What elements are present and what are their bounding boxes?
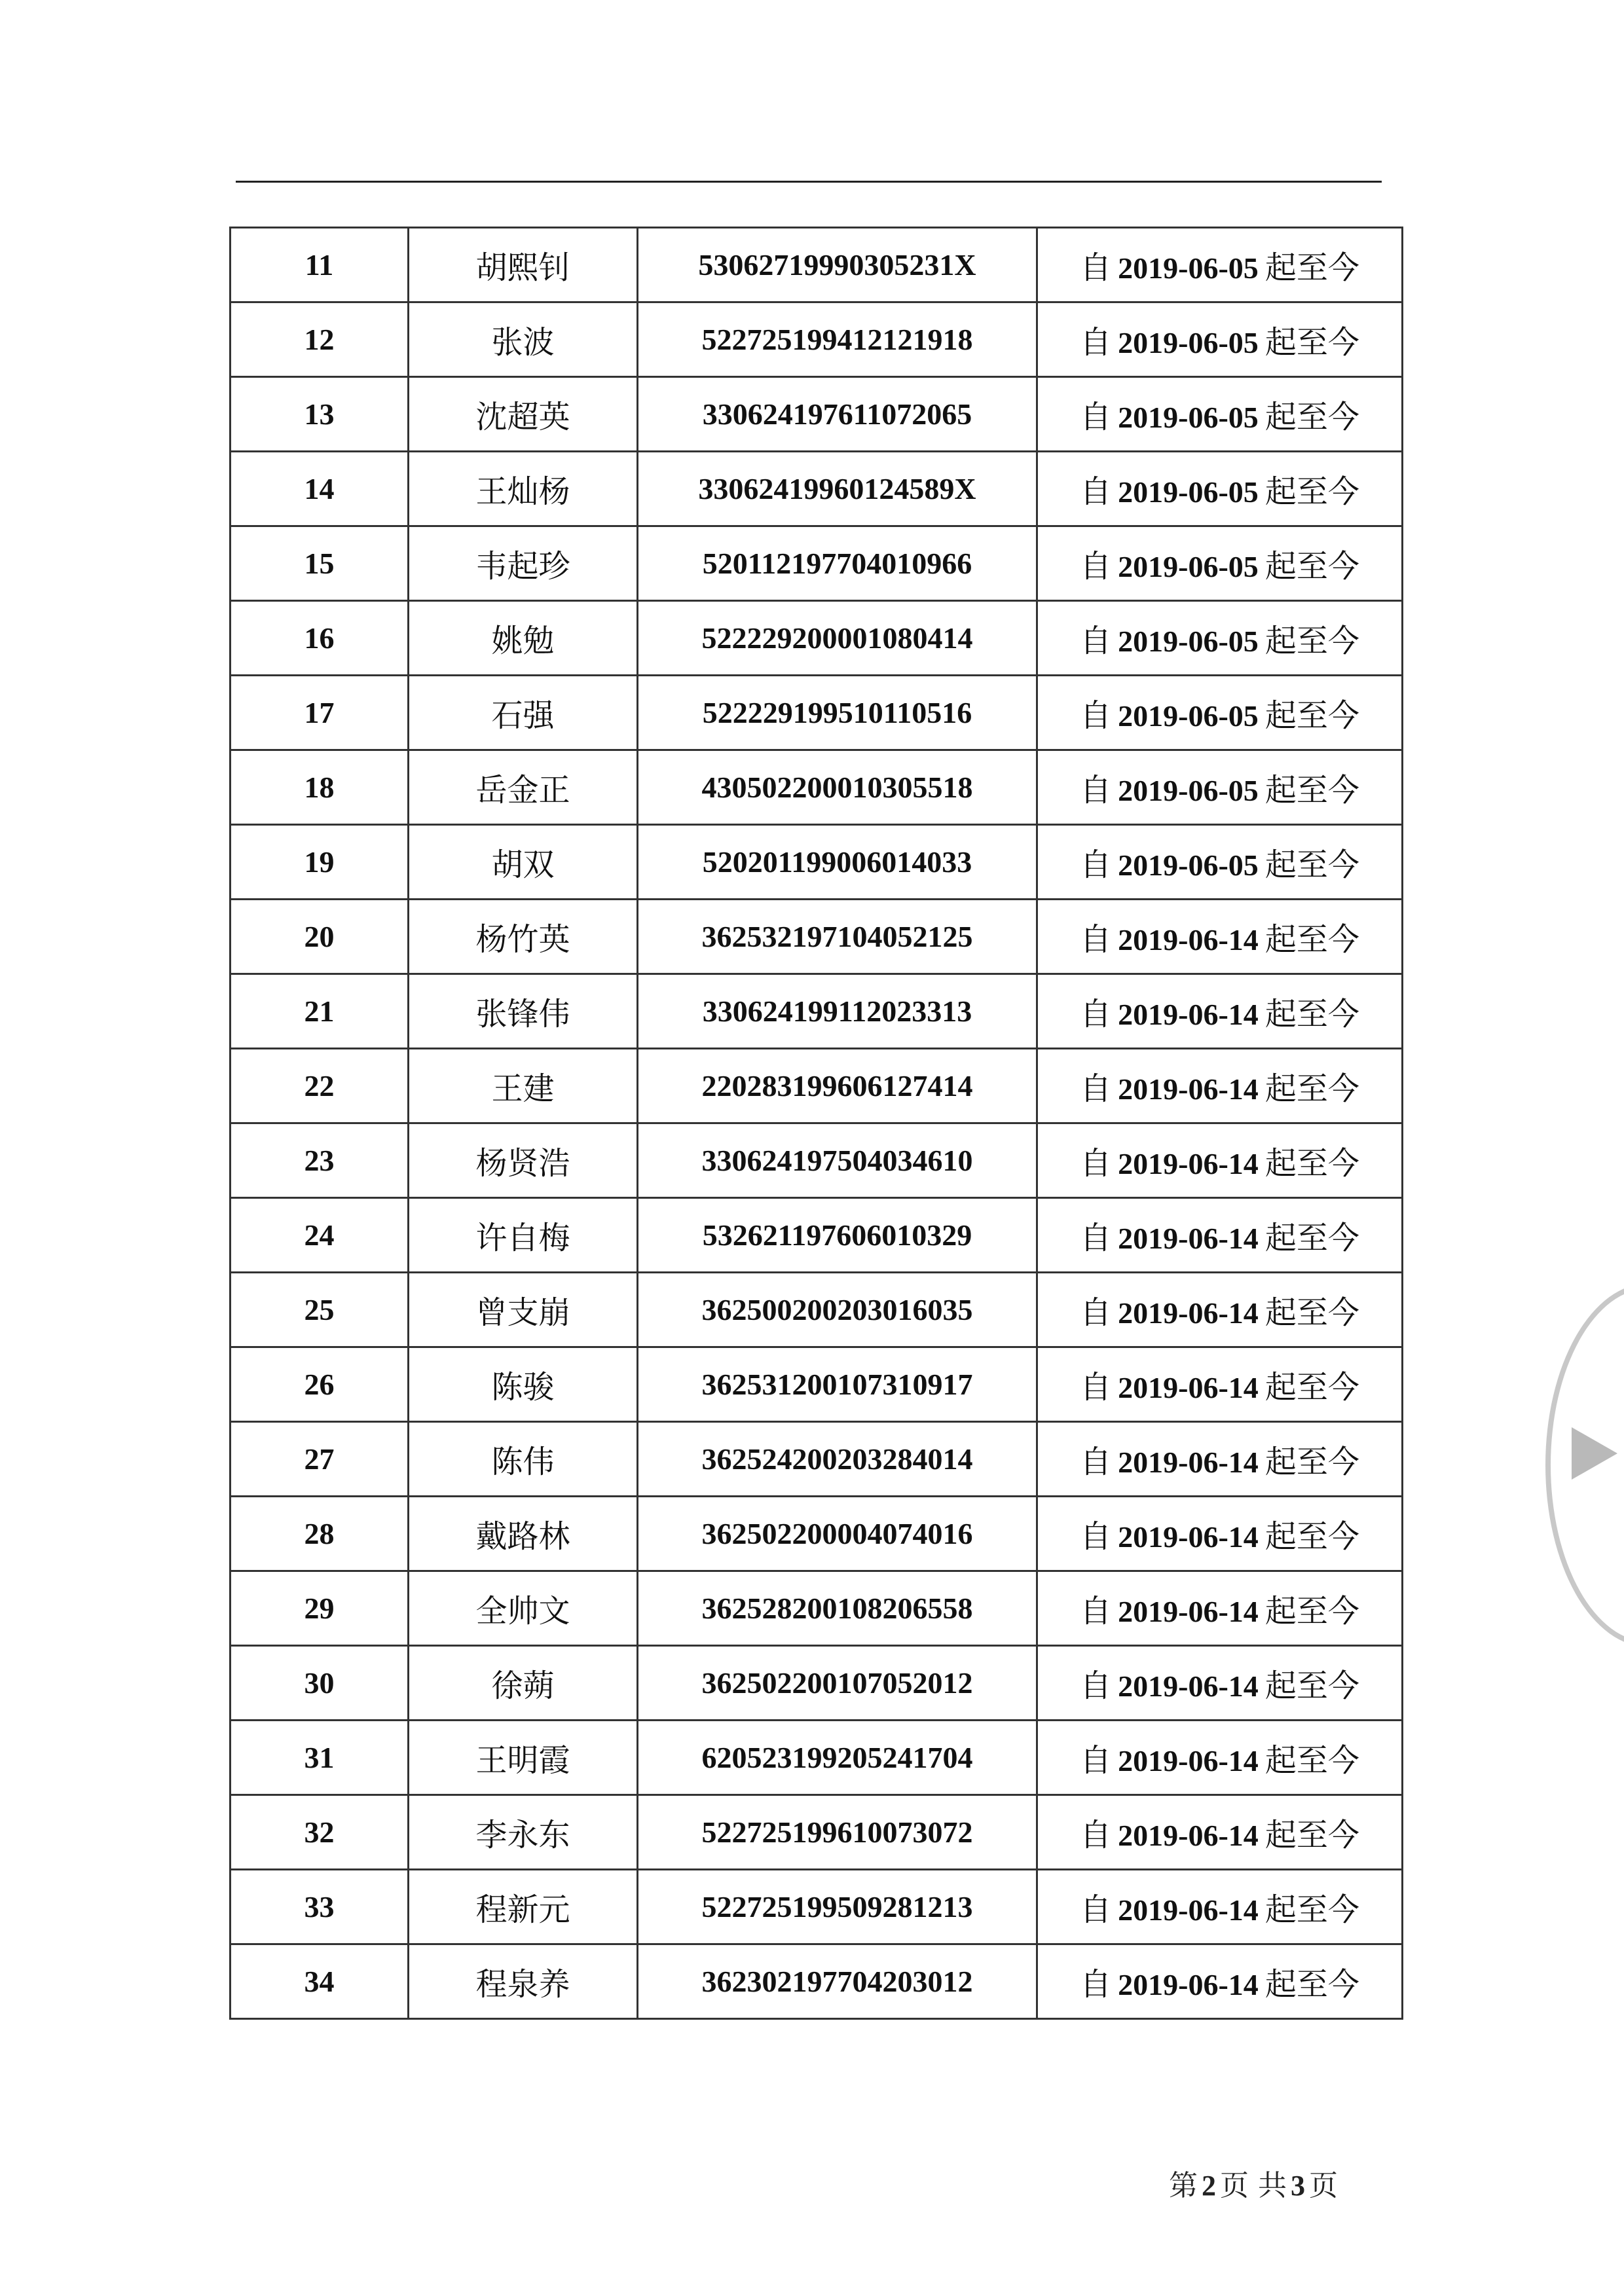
period-suffix: 起至今 [1264,399,1359,435]
period-prefix: 自 [1080,623,1112,659]
period-prefix: 自 [1080,996,1112,1032]
period-prefix: 自 [1080,1220,1112,1256]
period-prefix: 自 [1080,1145,1112,1182]
id-number: 330624199112023313 [638,974,1037,1049]
period-date: 2019-06-14 [1118,1744,1259,1777]
person-name: 陈骏 [409,1347,638,1422]
person-name: 石强 [409,676,638,750]
period-date: 2019-06-14 [1118,923,1259,957]
row-number: 25 [231,1273,409,1347]
id-number: 522725199610073072 [638,1795,1037,1870]
table-row [231,1646,1403,1721]
row-number: 27 [231,1422,409,1497]
period-date: 2019-06-05 [1118,848,1259,882]
seal-star-icon [1572,1427,1617,1480]
period-date: 2019-06-14 [1118,1371,1259,1404]
employment-period [1037,228,1403,302]
period-date: 2019-06-05 [1118,326,1259,359]
period-date: 2019-06-05 [1118,625,1259,658]
page-prefix: 第 [1169,2169,1198,2202]
period-suffix: 起至今 [1264,772,1359,809]
person-name: 全帅文 [409,1571,638,1646]
employment-period [1037,1721,1403,1795]
row-number: 13 [231,377,409,452]
table-row [231,377,1403,452]
row-number: 24 [231,1198,409,1273]
table-row [231,1571,1403,1646]
period-date: 2019-06-14 [1118,1072,1259,1106]
row-number: 34 [231,1944,409,2019]
row-number: 15 [231,526,409,601]
table-row [231,750,1403,825]
period-prefix: 自 [1080,1444,1112,1480]
row-number: 31 [231,1721,409,1795]
table-row [231,1944,1403,2019]
period-date: 2019-06-05 [1118,699,1259,733]
person-name: 沈超英 [409,377,638,452]
period-prefix: 自 [1080,324,1112,361]
period-date: 2019-06-14 [1118,1819,1259,1852]
period-date: 2019-06-14 [1118,1446,1259,1479]
id-number: 362524200203284014 [638,1422,1037,1497]
period-suffix: 起至今 [1264,473,1359,510]
period-suffix: 起至今 [1264,324,1359,361]
period-suffix: 起至今 [1264,697,1359,734]
employment-period [1037,1198,1403,1273]
table-row [231,1123,1403,1198]
id-number: 362532197104052125 [638,900,1037,974]
id-number: 362302197704203012 [638,1944,1037,2019]
employment-period [1037,750,1403,825]
period-date: 2019-06-14 [1118,1147,1259,1180]
person-name: 程新元 [409,1870,638,1944]
id-number: 33062419960124589X [638,452,1037,526]
id-number: 520201199006014033 [638,825,1037,900]
row-number: 17 [231,676,409,750]
id-number: 430502200010305518 [638,750,1037,825]
period-prefix: 自 [1080,1369,1112,1406]
period-suffix: 起至今 [1264,847,1359,883]
person-name: 胡熙钊 [409,228,638,302]
period-prefix: 自 [1080,548,1112,585]
period-date: 2019-06-05 [1118,251,1259,285]
period-prefix: 自 [1080,1817,1112,1853]
employment-period [1037,1571,1403,1646]
table-row [231,676,1403,750]
employment-period [1037,825,1403,900]
id-number: 522229199510110516 [638,676,1037,750]
period-suffix: 起至今 [1264,1369,1359,1406]
id-number: 522725199412121918 [638,302,1037,377]
page-suffix: 页 [1309,2169,1338,2202]
row-number: 26 [231,1347,409,1422]
period-suffix: 起至今 [1264,1444,1359,1480]
person-name: 杨竹英 [409,900,638,974]
employment-period [1037,377,1403,452]
page-mid: 页 共 [1220,2169,1287,2202]
period-date: 2019-06-14 [1118,1222,1259,1255]
person-name: 王建 [409,1049,638,1123]
person-name: 岳金正 [409,750,638,825]
id-number: 220283199606127414 [638,1049,1037,1123]
period-suffix: 起至今 [1264,1145,1359,1182]
employment-period [1037,601,1403,676]
period-suffix: 起至今 [1264,623,1359,659]
person-name: 王灿杨 [409,452,638,526]
employment-period [1037,1795,1403,1870]
employment-period [1037,526,1403,601]
table-row [231,974,1403,1049]
period-prefix: 自 [1080,1742,1112,1779]
period-prefix: 自 [1080,772,1112,809]
period-suffix: 起至今 [1264,1294,1359,1331]
id-number: 522229200001080414 [638,601,1037,676]
period-suffix: 起至今 [1264,921,1359,958]
employment-period [1037,1646,1403,1721]
table-row [231,302,1403,377]
row-number: 19 [231,825,409,900]
period-date: 2019-06-14 [1118,1520,1259,1554]
person-name: 曾支崩 [409,1273,638,1347]
row-number: 33 [231,1870,409,1944]
row-number: 30 [231,1646,409,1721]
period-suffix: 起至今 [1264,1817,1359,1853]
person-name: 程泉养 [409,1944,638,2019]
employment-period [1037,1347,1403,1422]
row-number: 14 [231,452,409,526]
period-suffix: 起至今 [1264,996,1359,1032]
employment-period [1037,900,1403,974]
employment-period [1037,1944,1403,2019]
id-number: 520112197704010966 [638,526,1037,601]
table-row [231,1273,1403,1347]
person-name: 戴路林 [409,1497,638,1571]
table-row [231,1721,1403,1795]
page-total: 3 [1291,2170,1305,2202]
header-rule [236,181,1382,183]
id-number: 330624197611072065 [638,377,1037,452]
table-row [231,1198,1403,1273]
period-prefix: 自 [1080,1070,1112,1107]
period-date: 2019-06-14 [1118,998,1259,1031]
person-name: 韦起珍 [409,526,638,601]
id-number: 362502200107052012 [638,1646,1037,1721]
person-name: 姚勉 [409,601,638,676]
row-number: 23 [231,1123,409,1198]
period-prefix: 自 [1080,1891,1112,1928]
row-number: 21 [231,974,409,1049]
person-name: 陈伟 [409,1422,638,1497]
id-number: 522725199509281213 [638,1870,1037,1944]
period-suffix: 起至今 [1264,1220,1359,1256]
id-number: 532621197606010329 [638,1198,1037,1273]
period-suffix: 起至今 [1264,1742,1359,1779]
employment-period [1037,1049,1403,1123]
id-number: 362502200004074016 [638,1497,1037,1571]
period-suffix: 起至今 [1264,1593,1359,1630]
person-name: 李永东 [409,1795,638,1870]
table-row [231,1422,1403,1497]
period-prefix: 自 [1080,1294,1112,1331]
person-name: 张波 [409,302,638,377]
table-row [231,1497,1403,1571]
row-number: 29 [231,1571,409,1646]
row-number: 32 [231,1795,409,1870]
table-row [231,228,1403,302]
employment-period [1037,1273,1403,1347]
row-number: 11 [231,228,409,302]
period-prefix: 自 [1080,697,1112,734]
personnel-table [229,227,1403,2020]
personnel-table-body [231,228,1403,2019]
person-name: 徐蒴 [409,1646,638,1721]
id-number: 362531200107310917 [638,1347,1037,1422]
employment-period [1037,676,1403,750]
table-row [231,1347,1403,1422]
person-name: 王明霞 [409,1721,638,1795]
id-number: 620523199205241704 [638,1721,1037,1795]
table-row [231,1870,1403,1944]
period-prefix: 自 [1080,1966,1112,2003]
period-date: 2019-06-14 [1118,1893,1259,1927]
table-row [231,452,1403,526]
employment-period [1037,1422,1403,1497]
period-prefix: 自 [1080,921,1112,958]
row-number: 28 [231,1497,409,1571]
page-current: 2 [1202,2170,1216,2202]
period-suffix: 起至今 [1264,249,1359,286]
period-prefix: 自 [1080,399,1112,435]
period-date: 2019-06-14 [1118,1595,1259,1628]
employment-period [1037,1497,1403,1571]
person-name: 许自梅 [409,1198,638,1273]
table-row [231,1795,1403,1870]
employment-period [1037,974,1403,1049]
period-prefix: 自 [1080,249,1112,286]
period-suffix: 起至今 [1264,548,1359,585]
period-prefix: 自 [1080,1593,1112,1630]
table-row [231,526,1403,601]
table-row [231,1049,1403,1123]
personnel-table-wrapper [229,227,1401,2020]
period-suffix: 起至今 [1264,1070,1359,1107]
period-date: 2019-06-05 [1118,475,1259,509]
period-date: 2019-06-14 [1118,1669,1259,1703]
period-prefix: 自 [1080,473,1112,510]
row-number: 16 [231,601,409,676]
person-name: 张锋伟 [409,974,638,1049]
employment-period [1037,1870,1403,1944]
employment-period [1037,302,1403,377]
row-number: 22 [231,1049,409,1123]
period-suffix: 起至今 [1264,1667,1359,1704]
employment-period [1037,452,1403,526]
period-suffix: 起至今 [1264,1891,1359,1928]
page-footer [1169,2162,1338,2204]
row-number: 12 [231,302,409,377]
table-row [231,825,1403,900]
table-row [231,601,1403,676]
period-date: 2019-06-05 [1118,401,1259,434]
period-date: 2019-06-05 [1118,774,1259,807]
table-row [231,900,1403,974]
employment-period [1037,1123,1403,1198]
person-name: 胡双 [409,825,638,900]
id-number: 362528200108206558 [638,1571,1037,1646]
period-date: 2019-06-05 [1118,550,1259,583]
id-number: 330624197504034610 [638,1123,1037,1198]
id-number: 362500200203016035 [638,1273,1037,1347]
row-number: 20 [231,900,409,974]
period-prefix: 自 [1080,847,1112,883]
row-number: 18 [231,750,409,825]
period-suffix: 起至今 [1264,1518,1359,1555]
period-suffix: 起至今 [1264,1966,1359,2003]
period-prefix: 自 [1080,1667,1112,1704]
period-date: 2019-06-14 [1118,1968,1259,2001]
person-name: 杨贤浩 [409,1123,638,1198]
period-prefix: 自 [1080,1518,1112,1555]
period-date: 2019-06-14 [1118,1296,1259,1330]
id-number: 53062719990305231X [638,228,1037,302]
